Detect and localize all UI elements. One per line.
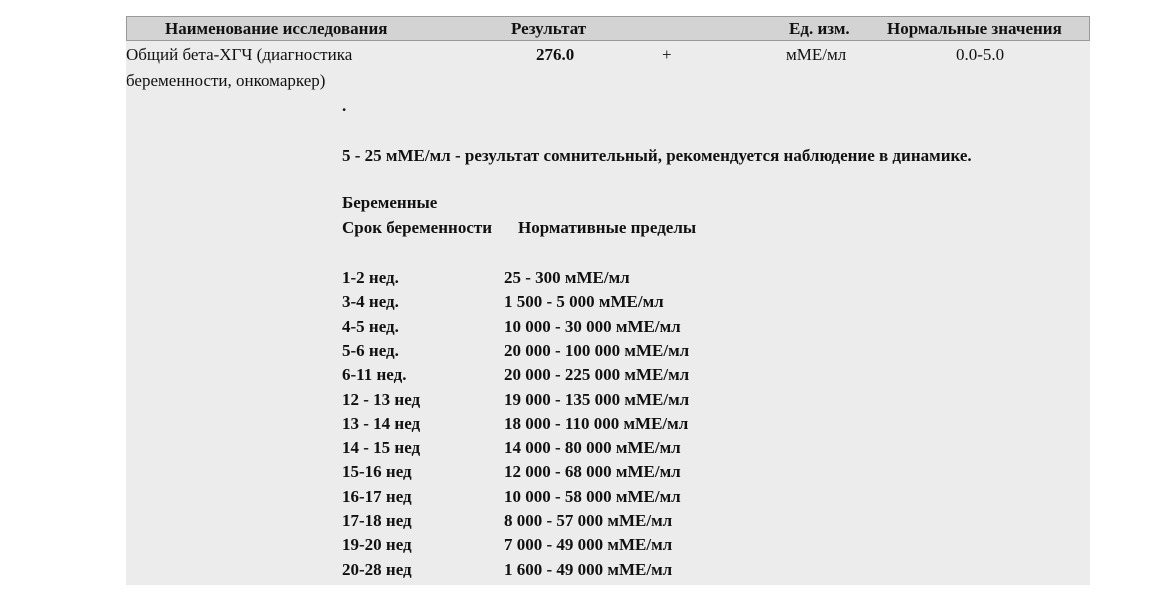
range: 14 000 - 80 000 мМЕ/мл (504, 438, 681, 458)
term: 12 - 13 нед (342, 389, 421, 409)
range: 10 000 - 30 000 мМЕ/мл (504, 316, 681, 336)
col-limits: Нормативные пределы (518, 218, 697, 237)
header-result: Результат (511, 19, 587, 38)
term: 6-11 нед. (342, 365, 407, 385)
range: 8 000 - 57 000 мМЕ/мл (504, 511, 673, 530)
range: 12 000 - 68 000 мМЕ/мл (504, 462, 681, 482)
range: 25 - 300 мМЕ/мл (504, 268, 630, 287)
term: 4-5 нед. (342, 316, 399, 336)
range: 20 000 - 100 000 мМЕ/мл (504, 340, 690, 360)
range: 20 000 - 225 000 мМЕ/мл (504, 365, 690, 385)
range: 1 500 - 5 000 мМЕ/мл (504, 292, 664, 312)
test-name-line2: беременности, онкомаркер) (126, 71, 326, 90)
test-normal: 0.0-5.0 (956, 45, 1005, 64)
term: 3-4 нед. (342, 292, 399, 312)
range: 18 000 - 110 000 мМЕ/мл (504, 413, 689, 433)
doubtful-note: 5 - 25 мМЕ/мл - результат сомнительный, рекомендуется наблюдение в динамике. (342, 146, 972, 165)
range: 19 000 - 135 000 мМЕ/мл (504, 389, 690, 409)
range: 1 600 - 49 000 мМЕ/мл (504, 559, 673, 579)
header-name: Наименование исследования (165, 19, 388, 38)
dot: . (342, 96, 347, 115)
term: 1-2 нед. (342, 268, 399, 287)
term: 15-16 нед (342, 462, 412, 482)
lab-results-sheet (126, 16, 1090, 585)
test-flag: + (662, 45, 672, 64)
term: 16-17 нед (342, 486, 412, 506)
test-result: 276.0 (536, 45, 575, 64)
pregnant-heading: Беременные (342, 193, 438, 212)
col-term: Срок беременности (342, 218, 493, 237)
test-name-line1: Общий бета-ХГЧ (диагностика (126, 45, 353, 64)
term: 14 - 15 нед (342, 438, 421, 458)
header-normal: Нормальные значения (887, 19, 1062, 38)
range: 7 000 - 49 000 мМЕ/мл (504, 535, 673, 555)
table-header (126, 16, 1090, 41)
term: 19-20 нед (342, 535, 412, 555)
term: 17-18 нед (342, 511, 412, 530)
header-unit: Ед. изм. (789, 19, 850, 38)
range: 10 000 - 58 000 мМЕ/мл (504, 486, 681, 506)
test-unit: мМЕ/мл (786, 45, 847, 64)
term: 20-28 нед (342, 559, 412, 579)
term: 13 - 14 нед (342, 413, 421, 433)
term: 5-6 нед. (342, 340, 399, 360)
